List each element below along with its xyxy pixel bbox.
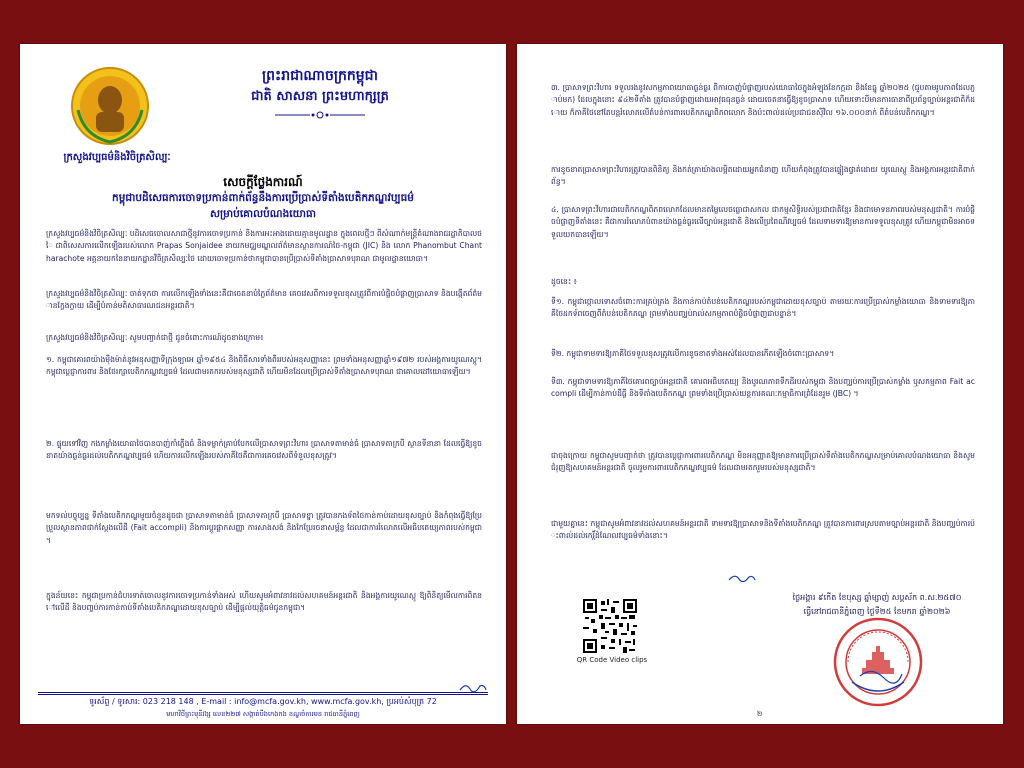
national-motto: ជាតិ សាសនា ព្រះមហាក្សត្រ xyxy=(251,89,389,104)
footer-contact-line: ទូរស័ព្ទ / ទូរសារ: 023 218 148 , E-mail : info@mcfa.gov.kh, www.mcfa.gov.kh, ប្រអប់សំបុត្រ 72 xyxy=(89,697,437,706)
kingdom-heading: ព្រះរាជាណាចក្រកម្ពុជា xyxy=(261,68,378,84)
paragraph: ក្រសួងវប្បធម៌និងវិចិត្រសិល្បៈ ចាត់ទុកថា ការលើកឡើងទាំងនេះគឺជាចេតនាបំភ្លៃព័ត៌មាន គេចវេសពីការទទួលខុសត្រូវពីការបំផ្លិចបំផ្លាញប្រាសាទ និងបង្កើតព័ត៌មានក្លែងក្លាយ ដើម្បីបំភាន់មតិសាធារណជនអន្តរជាតិ។ xyxy=(46,289,482,311)
paragraph: ការខូចខាតប្រាសាទព្រះវិហារត្រូវបានពិនិត្យ និងកត់ត្រាយ៉ាងលម្អិតដោយអ្នកជំនាញ ហើយកំពុងត្រូវបានផ្ទៀងផ្ទាត់ដោយ យូណេស្កូ និងអង្គការអន្តរជាតិពាក់ព័ន្ធ។ xyxy=(551,165,975,187)
paragraph: ៤. ប្រាសាទព្រះវិហារជាបេតិកភណ្ឌពិភពលោកដែលមានតម្លៃលេចធ្លោជាសកល ជាកម្មសិទ្ធិរបស់ប្រជាជាតិខ្មែរ និងជាមោទនភាពរបស់មនុស្សជាតិ។ ការបំផ្លិចបំផ្លាញទីតាំងនេះ គឺជាការរំលោភបំពានយ៉ាងធ្ងន់ធ្ងរលើច្បាប់អន្តរជាតិ និងលើប្រពៃណីវប្បធម៌ ដែលទាមទារឱ្យមានការទទួលខុសត្រូវ ហើយកម្ពុជាមិនអាចទទួលយកបានឡើយ។ xyxy=(551,205,975,239)
paragraph: ក្រសួងវប្បធម៌និងវិចិត្រសិល្បៈ សូមបញ្ជាក់ជាថ្មី ជូនចំពោះការណ៍ដូចខាងក្រោម៖ xyxy=(46,333,264,342)
paragraph: ក្នុងន័យនេះ កម្ពុជាប្រកាន់ជំហរទាត់ចោលនូវការចោទប្រកាន់ទាំងអស់ ហើយសូមអំពាវនាវដល់សហគមន៍អន្តរជាតិ និងអង្គការយូណេស្កូ ឱ្យពិនិត្យមើលការពិតនៅលើដី និងបញ្ចប់ការកាន់កាប់ទីតាំងបេតិកភណ្ឌដោយខុសច្បាប់ ដើម្បីផ្ដល់យុត្តិធម៌ជូនកម្ពុជា។ xyxy=(46,591,482,613)
document-page-1 xyxy=(20,44,506,724)
paragraph: ទី១. កម្ពុជាថ្កោលទោសចំពោះការគ្រប់គ្រង និងកាន់កាប់តំបន់បេតិកភណ្ឌរបស់កម្ពុជាដោយខុសច្បាប់ តាមរយៈការប្រើប្រាស់កម្លាំងយោធា និងទាមទារឱ្យភាគីថៃដកទ័ពចេញពីតំបន់បេតិកភណ្ឌ ព្រមទាំងបញ្ឈប់រាល់សកម្មភាពបំផ្លិចបំផ្លាញជាបន្ទាន់។ xyxy=(551,297,975,319)
ministry-emblem-icon xyxy=(70,66,150,146)
document-title xyxy=(60,190,466,222)
paragraph: ១. កម្ពុជាគោរពយ៉ាងម៉ឺងម៉ាត់នូវអនុសញ្ញាទីក្រុងឡាអេ ឆ្នាំ១៩៥៤ និងពិធីសារទាំងពីររបស់អនុសញ្ញានេះ ព្រមទាំងអនុសញ្ញាឆ្នាំ១៩៧២ របស់អង្គការយូណេស្កូ។ កម្ពុជាប្ដេជ្ញាការពារ និងថែរក្សាបេតិកភណ្ឌវប្បធម៌ ដែលជាមរតករបស់មនុស្សជាតិ ហើយមិនដែលប្រើប្រាស់ទីតាំងប្រាសាទបុរាណ ជាគោលដៅយោធាឡើយ។ xyxy=(46,355,482,377)
footer-divider xyxy=(38,692,488,693)
ornament-divider-icon xyxy=(275,110,365,120)
footer-contact xyxy=(38,696,488,720)
lunar-date: ថ្ងៃអង្គារ ៩កើត ខែបុស្ស ឆ្នាំម្សាញ់ សប្តស័ក ព.ស.២៥៧០ xyxy=(792,593,962,602)
paragraph: ទី២. កម្ពុជាទាមទារឱ្យភាគីថៃទទួលខុសត្រូវលើការខូចខាតទាំងអស់ដែលបានកើតឡើងចំពោះប្រាសាទ។ xyxy=(551,349,835,358)
official-seal-icon xyxy=(832,616,924,708)
qr-caption: QR Code Video clips xyxy=(576,656,648,664)
document-title-line-1: កម្ពុជាបដិសេធការចោទប្រកាន់ពាក់ព័ន្ធនឹងការប្រើប្រាស់ទីតាំងបេតិកភណ្ឌវប្បធម៌ xyxy=(112,192,414,204)
initials-signature-icon xyxy=(727,572,757,584)
document-page-2 xyxy=(517,44,1003,724)
ministry-name: ក្រសួងវប្បធម៌និងវិចិត្រសិល្បៈ xyxy=(63,152,171,163)
solar-date: ធ្វើនៅរាជធានីភ្នំពេញ ថ្ងៃទី២៥ ខែមករា ឆ្នាំ២០២៦ xyxy=(803,607,951,616)
footer-divider xyxy=(38,694,488,695)
paragraph: ជាមួយគ្នានេះ កម្ពុជាសូមអំពាវនាវដល់សហគមន៍អន្តរជាតិ ទាមទារឱ្យប្រាសាទនិងទីតាំងបេតិកភណ្ឌ ត្រូវបានការពារស្របតាមច្បាប់អន្តរជាតិ និងបញ្ឈប់ការប៉ះពាល់ដល់កេរ្តិ៍ដំណែលវប្បធម៌ទាំងនោះ។ xyxy=(551,519,975,541)
document-type: សេចក្តីថ្លែងការណ៍ xyxy=(223,175,303,189)
paragraph: មកទល់បច្ចុប្បន្ន ទីតាំងបេតិកភណ្ឌមួយចំនួនដូចជា ប្រាសាទតាមាន់ធំ ប្រាសាទតាក្របី ប្រាសាទខ្នា ត្រូវបានកងទ័ពថៃកាន់កាប់ដោយខុសច្បាប់ និងកំពុងធ្វើឱ្យប្រែប្រួលស្ថានភាពជាក់ស្ដែងលើដី (Fait accompli) និងការប្ដូរផ្លាកសញ្ញា ការសាងសង់ និងកែប្រែរចនាសម្ព័ន្ធ ដែលជាការរំលោភលើអធិបតេយ្យភាពរបស់កម្ពុជា។ xyxy=(46,511,482,545)
paragraph: ដូចនេះ ៖ xyxy=(551,277,577,286)
paragraph: ២. ផ្ទុយទៅវិញ កងកម្លាំងយោធាថៃបានបាញ់កាំភ្លើងធំ និងទម្លាក់គ្រាប់បែកលើប្រាសាទព្រះវិហារ ប្រាសាទតាមាន់ធំ ប្រាសាទតាក្របី ស្ថានទីនានា ដែលធ្វើឱ្យខូចខាតយ៉ាងធ្ងន់ធ្ងរដល់បេតិកភណ្ឌវប្បធម៌ ហើយការលើកឡើងរបស់ភាគីថៃគឺជាការគេចវេសពីទំនួលខុសត្រូវ។ xyxy=(46,439,482,461)
paragraph: ក្រសួងវប្បធម៌និងវិចិត្រសិល្បៈ បដិសេធចោលសាជាថ្មីនូវការចោទប្រកាន់ និងការអះអាងដោយគ្មានមូលដ្ឋាន ក្នុងពេលថ្មីៗ ពីសំណាក់មន្ត្រីតំណាងរាជរដ្ឋាភិបាលថៃ ជាពិសេសការលើកឡើងរបស់លោក Prapas Sonjaidee នាយកមជ្ឈមណ្ឌលព័ត៌មានស្ថានការណ៍ថៃ-កម្ពុជា (JIC) និង លោក Phanombut Chantharachote អគ្គនាយកនៃនាយកដ្ឋានវិចិត្រសិល្បៈថៃ ដោយចោទប្រកាន់ថាកម្ពុជាបានប្រើប្រាស់ទីតាំងប្រាសាទបុរាណ ជាមូលដ្ឋានយោធា។ xyxy=(46,229,482,263)
initials-signature-icon xyxy=(458,680,488,694)
qr-code-icon[interactable] xyxy=(583,599,637,653)
footer-address-line: មហាវិថីព្រះមុនីវង្ស លេខ២២៧ សង្កាត់បឹងកេងកង ខណ្ឌចំការមន រាជធានីភ្នំពេញ xyxy=(166,710,360,718)
paragraph: ជាចុងក្រោយ កម្ពុជាសូមបញ្ជាក់ថា ត្រូវបានប្ដេជ្ញាការពារបេតិកភណ្ឌ មិនអនុញ្ញាតឱ្យមានការប្រើប្រាស់ទីតាំងបេតិកភណ្ឌសម្រាប់គោលបំណងយោធា និងសូមជំរុញឱ្យសហគមន៍អន្តរជាតិ ចូលរួមការពារបេតិកភណ្ឌវប្បធម៌ ដែលជាមរតករួមរបស់មនុស្សជាតិ។ xyxy=(551,451,975,473)
page-number: ២ xyxy=(757,710,763,718)
paragraph: ទី៣. កម្ពុជាទាមទារឱ្យភាគីថៃគោរពច្បាប់អន្តរជាតិ គោរពអធិបតេយ្យ និងបូរណភាពទឹកដីរបស់កម្ពុជា និងបញ្ឈប់ការប្រើប្រាស់កម្លាំង ឬសកម្មភាព Fait accompli ដើម្បីកាន់កាប់ដីធ្លី និងទីតាំងបេតិកភណ្ឌ ព្រមទាំងប្រើប្រាស់យន្តការគណៈកម្មាធិការព្រំដែនរួម (JBC) ។ xyxy=(551,377,975,399)
document-title-line-2: សម្រាប់គោលបំណងយោធា xyxy=(210,208,316,220)
paragraph: ៣. ប្រាសាទព្រះវិហារ ទទួលរងនូវសកម្មភាពយោធាធ្ងន់ធ្ងរ ពីការបាញ់បំផ្លាញរបស់យោធាថៃក្នុងអំឡុងខែកក្កដា និងខែធ្នូ ឆ្នាំ២០២៥ (ជួបតាមរូបភាពដែលភ្ជាប់មក) ដែលក្នុងនោះ ៩៤២ទីតាំង ត្រូវបានបំផ្លាញដោយអាវុធធុនធ្ងន់ ដោយចេតនាធ្វើឱ្យខូចប្រាសាទ ហើយទោះបីមានការធានាពីប្រព័ន្ធច្បាប់អន្តរជាតិក៏ដោយ ក៏ភាគីថៃនៅតែបន្តរំលោភលើតំបន់ការពារបេតិកភណ្ឌពិភពលោក និងប៉ះពាល់ដល់ប្រជាជនស៊ីវិល ១៦.០០០នាក់ ពីតំបន់បេតិកភណ្ឌ។ xyxy=(551,83,975,117)
